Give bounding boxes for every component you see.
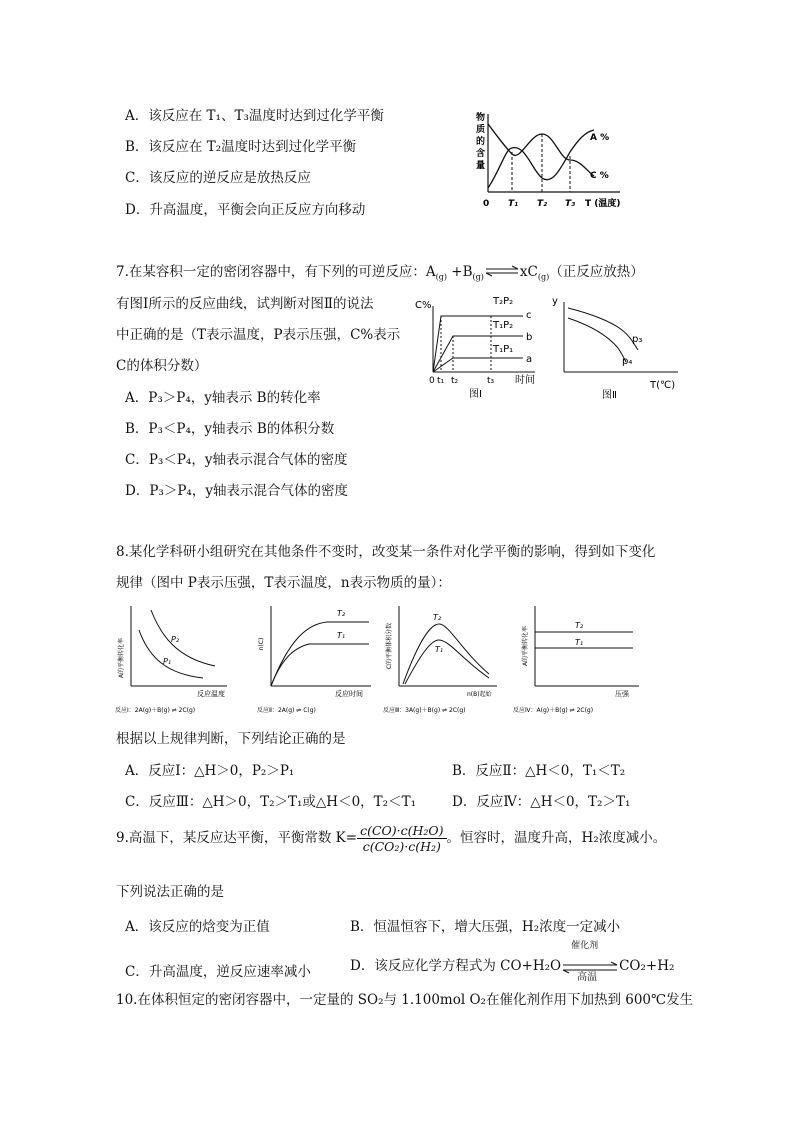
- q6-ylabel-4: 量: [476, 161, 486, 171]
- q8-c3-label-t2: T₂: [433, 613, 442, 622]
- q10-stem: 10.在体积恒定的密闭容器中，一定量的 SO₂与 1.100mol O₂在催化剂作用下加热到 600℃发生: [116, 992, 694, 1008]
- q6-tick-t3: T₃: [565, 199, 576, 209]
- q6-ylabel-3: 含: [476, 149, 486, 159]
- q6-option-c: C．该反应的逆反应是放热反应: [125, 170, 311, 186]
- q6-tick-t2: T₂: [537, 199, 548, 209]
- q8-c2-curve-t1: [271, 644, 369, 686]
- q6-ylabel-2: 的: [476, 137, 486, 147]
- q9-denominator: c(CO₂)·c(H₂): [362, 839, 441, 854]
- q8-c1-curve-p2: [151, 610, 215, 666]
- q7-fig1-letter-b: b: [526, 332, 533, 343]
- q8-c1-label-p2: P₂: [171, 635, 180, 644]
- q9-reaction-condition: [561, 940, 619, 983]
- q7-stem-line3: 中正确的是（T表示温度，P表示压强，C%表示: [116, 327, 401, 343]
- q8-c4-xlabel: 压强: [615, 690, 629, 698]
- q7-fig1-label-1: T₁P₂: [493, 320, 514, 331]
- q7-fig2-label-p3: p₃: [632, 334, 643, 345]
- q8-after: 根据以上规律判断，下列结论正确的是: [116, 731, 346, 747]
- q9-stem-line2: 下列说法正确的是: [116, 884, 224, 900]
- q7-fig1-tick-t3: t₃: [487, 376, 495, 386]
- q8-c2-ylabel: n(C): [258, 637, 265, 651]
- q6-option-a: A．该反应在 T₁、T₃温度时达到过化学平衡: [125, 108, 384, 124]
- q8-c1-ylabel: A的平衡转化率: [118, 637, 125, 679]
- q7-option-a: A．P₃＞P₄，y轴表示 B的转化率: [125, 390, 321, 406]
- q8-c3-curve-t2: [403, 624, 489, 684]
- q7-figure-2: [552, 296, 687, 404]
- q7-fig1-tick-t1: t₁: [437, 376, 445, 386]
- q8-c1-label-p1: P₁: [163, 657, 172, 666]
- q9-option-c: C．升高温度，逆反应速率减小: [125, 964, 311, 980]
- q6-option-d: D．升高温度，平衡会向正反应方向移动: [125, 202, 366, 218]
- q7-fig1-caption: 图Ⅰ: [469, 389, 482, 400]
- q8-c4-ylabel: A的平衡转化率: [522, 625, 529, 667]
- q8-c4-label-t2: T₂: [575, 621, 584, 630]
- q9-stem-line1: 9.高温下，某反应达平衡，平衡常数 K= $\frac{\text{c(CO)·c(H₂O)}}{\text{c(CO₂)·c(H₂)}}$ 。恒容时，温度升高，H₂浓度减小。: [116, 823, 667, 854]
- q7-fig1-label-2: T₁P₁: [493, 344, 514, 355]
- q7-fig2-curve-p4: [568, 318, 626, 362]
- q7-option-b: B．P₃＜P₄，y轴表示 B的体积分数: [125, 421, 335, 437]
- q8-c2-curve-t2: [271, 622, 369, 686]
- q7-fig1-label-0: T₂P₂: [493, 296, 514, 307]
- q8-c3-label-t1: T₁: [435, 645, 444, 654]
- q7-fig1-tick-0: 0: [429, 376, 435, 386]
- q7-figure-1: [415, 292, 550, 404]
- q6-tick-0: 0: [483, 199, 490, 209]
- q7-stem-line1: 7.在某容积一定的密闭容器中，有下列的可逆反应：$A_{(g)} +B_{(g)}$ $xC_{(g)}$（正反应放热）: [116, 264, 644, 282]
- q8-c3-caption: 反应Ⅲ：3A(g)＋B(g) ⇌ 2C(g): [383, 707, 466, 714]
- q8-c2-caption: 反应Ⅱ：2A(g) ⇌ C(g): [257, 707, 316, 714]
- q8-c4-label-t1: T₁: [575, 638, 584, 647]
- q7-stem-line4: C的体积分数）: [116, 358, 208, 374]
- q6-option-b: B．该反应在 T₂温度时达到过化学平衡: [125, 139, 357, 155]
- q8-c2-xlabel: 反应时间: [335, 690, 363, 698]
- q8-option-c: C．反应Ⅲ：△H＞0，T₂＞T₁或△H＜0，T₂＜T₁: [125, 794, 417, 810]
- q7-option-c: C．P₃＜P₄，y轴表示混合气体的密度: [125, 452, 348, 468]
- q8-chart-4: [513, 600, 653, 716]
- q8-option-d: D．反应Ⅳ：△H＜0，T₂＞T₁: [452, 794, 631, 810]
- q9-option-d: D．该反应化学方程式为 CO+H₂O 催化剂 高温 CO₂+H₂: [350, 940, 675, 983]
- q8-option-b: B．反应Ⅱ：△H＜0，T₁＜T₂: [452, 763, 626, 779]
- q7-fig1-ylabel: C%: [415, 300, 432, 311]
- q9-option-a: A．该反应的焓变为正值: [125, 919, 270, 935]
- q8-c1-caption: 反应Ⅰ：2A(g)＋B(g) ⇌ 2C(g): [115, 707, 196, 714]
- q9-fraction: [357, 823, 446, 854]
- q8-stem-line2: 规律（图中 P表示压强，T表示温度，n表示物质的量）：: [116, 575, 451, 591]
- q8-c4-caption: 反应Ⅳ：A(g)＋B(g) ⇌ 2C(g): [513, 707, 594, 714]
- q6-figure: [470, 110, 630, 215]
- q6-tick-temp: T (温度): [585, 199, 621, 209]
- q9-option-b: B．恒温恒容下，增大压强，H₂浓度一定减小: [350, 919, 621, 935]
- q7-fig2-ylabel: y: [552, 296, 558, 307]
- q8-chart-2: [257, 600, 382, 716]
- q8-c3-ylabel: C的平衡体积分数: [386, 622, 393, 670]
- q6-tick-t1: T₁: [508, 199, 519, 209]
- q8-c2-label-t2: T₂: [337, 609, 346, 618]
- q7-eq-arrow: [484, 266, 520, 276]
- q8-c2-label-t1: T₁: [337, 631, 346, 640]
- q7-option-d: D．P₃＞P₄，y轴表示混合气体的密度: [125, 483, 348, 499]
- q8-c3-xlabel: n(B)起始: [467, 691, 492, 698]
- q7-fig2-label-p4: p₄: [622, 356, 633, 367]
- q7-stem-line2: 有图Ⅰ所示的反应曲线，试判断对图Ⅱ的说法: [116, 296, 374, 312]
- q7-fig2-caption: 图Ⅱ: [602, 390, 617, 401]
- q8-chart-1: [115, 600, 250, 716]
- q7-fig2-xlabel: T(℃): [650, 380, 676, 391]
- q7-fig1-xlabel: 时间: [515, 375, 535, 386]
- q9-cond-bottom: 高温: [577, 971, 598, 983]
- q6-label-a: A %: [590, 133, 610, 143]
- q8-chart-3: [383, 600, 513, 716]
- q7-fig1-curve-a: [433, 358, 523, 372]
- q8-c1-xlabel: 反应温度: [197, 690, 225, 698]
- q9-cond-top: 催化剂: [571, 940, 599, 951]
- q6-curve-c: [488, 130, 594, 188]
- q7-fig1-letter-a: a: [526, 354, 533, 365]
- q7-fig1-tick-t2: t₂: [451, 376, 459, 386]
- q6-ylabel-0: 物: [476, 113, 486, 123]
- q6-ylabel-1: 质: [476, 125, 486, 135]
- q7-fig1-letter-c: c: [526, 310, 532, 321]
- q6-label-c: C %: [590, 171, 609, 181]
- q6-curve-a: [488, 124, 594, 176]
- q8-option-a: A．反应Ⅰ：△H＞0，P₂＞P₁: [125, 763, 295, 779]
- q7-fig2-curve-p3: [568, 308, 638, 350]
- q8-stem-line1: 8.某化学科研小组研究在其他条件不变时，改变某一条件对化学平衡的影响，得到如下变化: [116, 544, 656, 560]
- q9-numerator: c(CO)·c(H₂O): [357, 823, 446, 839]
